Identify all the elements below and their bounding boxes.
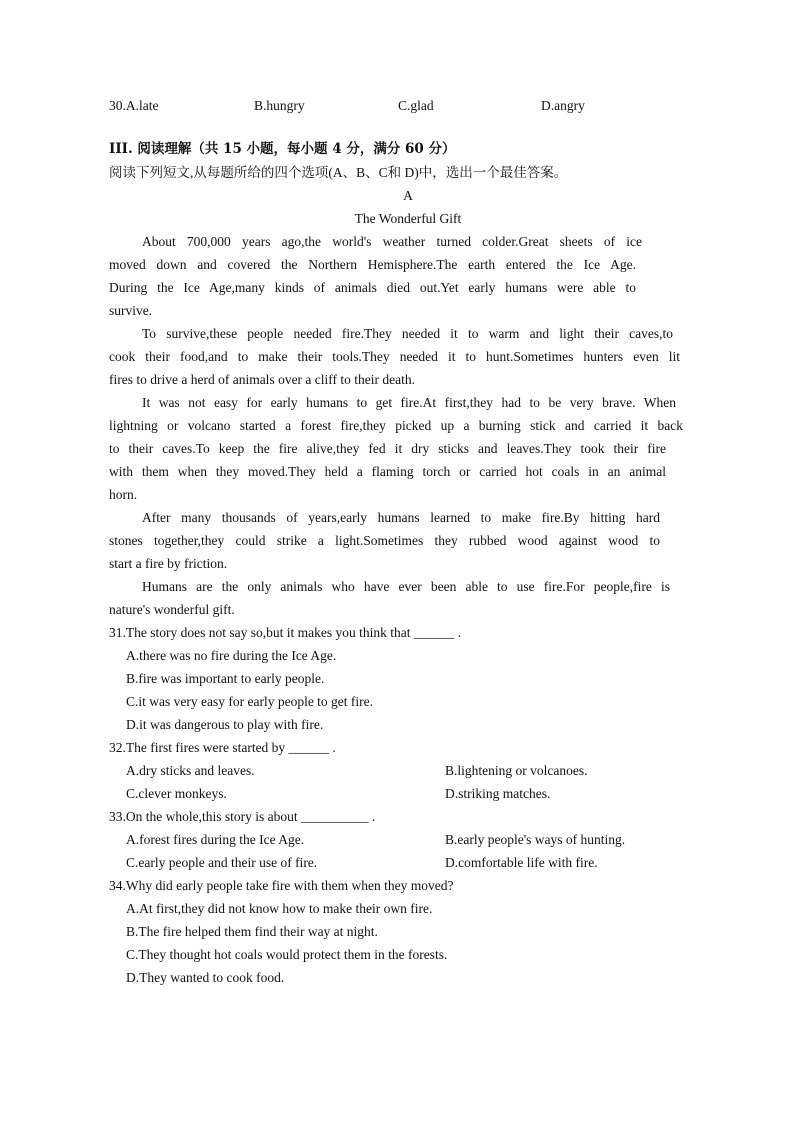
passage-line: start a fire by friction. [109,556,228,571]
passage-line: It was not easy for early humans to get fire.At first,they had to be very brave. When [142,395,676,410]
passage-line: survive. [109,303,153,318]
question-34-option-b: B.The fire helped them find their way at night. [126,924,378,939]
passage-line: During the Ice Age,many kinds of animals died out.Yet early humans were able to [109,280,636,295]
passage-title: The Wonderful Gift [354,211,462,226]
passage-line: horn. [109,487,138,502]
passage-line: After many thousands of years,early humans learned to make fire.By hitting hard [142,510,660,525]
question-31-option-b: B.fire was important to early people. [126,671,325,686]
question-32-option-c: C.clever monkeys. [126,786,227,801]
question-33-option-b: B.early people's ways of hunting. [445,832,626,847]
passage-line: nature's wonderful gift. [109,602,235,617]
passage-line: About 700,000 years ago,the world's weather turned colder.Great sheets of ice [142,234,642,249]
passage-line: fires to drive a herd of animals over a cliff to their death. [109,372,416,387]
question-33-option-c: C.early people and their use of fire. [126,855,318,870]
q30-option-b: B.hungry [254,98,305,113]
question-34-option-c: C.They thought hot coals would protect them in the forests. [126,947,448,962]
question-31-option-a: A.there was no fire during the Ice Age. [126,648,337,663]
question-32-option-d: D.striking matches. [445,786,551,801]
passage-line: moved down and covered the Northern Hemisphere.The earth entered the Ice Age. [109,257,636,272]
question-31-option-c: C.it was very easy for early people to get fire. [126,694,374,709]
section-heading: III. 阅读理解（共 15 小题，每小题 4 分，满分 60 分） [109,141,456,157]
passage-line: to their caves.To keep the fire alive,they fed it dry sticks and leaves.They took their fire [109,441,666,456]
question-32-option-a: A.dry sticks and leaves. [126,763,255,778]
passage-line: To survive,these people needed fire.They needed it to warm and light their caves,to [142,326,673,341]
question-31-option-d: D.it was dangerous to play with fire. [126,717,324,732]
q30-option-c: C.glad [398,98,434,113]
question-32-stem: 32.The first fires were started by ______ . [109,740,336,755]
passage-line: stones together,they could strike a light.Sometimes they rubbed wood against wood to [109,533,660,548]
passage-line: with them when they moved.They held a flaming torch or carried hot coals in an animal [109,464,666,479]
q30-option-a: 30.A.late [109,98,159,113]
q30-option-d: D.angry [541,98,585,113]
question-32-option-b: B.lightening or volcanoes. [445,763,588,778]
section-instruction: 阅读下列短文,从每题所给的四个选项(A、B、C和 D)中，选出一个最佳答案。 [109,165,568,180]
question-34-option-d: D.They wanted to cook food. [126,970,285,985]
question-34-stem: 34.Why did early people take fire with them when they moved? [109,878,454,893]
passage-line: cook their food,and to make their tools.They needed it to hunt.Sometimes hunters even lit [109,349,680,364]
question-33-option-d: D.comfortable life with fire. [445,855,598,870]
question-33-option-a: A.forest fires during the Ice Age. [126,832,305,847]
passage-line: Humans are the only animals who have ever been able to use fire.For people,fire is [142,579,670,594]
passage-letter: A [403,188,413,203]
passage-line: lightning or volcano started a forest fire,they picked up a burning stick and carried it back [109,418,683,433]
question-31-stem: 31.The story does not say so,but it makes you think that ______ . [109,625,462,640]
question-33-stem: 33.On the whole,this story is about __________ . [109,809,376,824]
question-34-option-a: A.At first,they did not know how to make their own fire. [126,901,433,916]
